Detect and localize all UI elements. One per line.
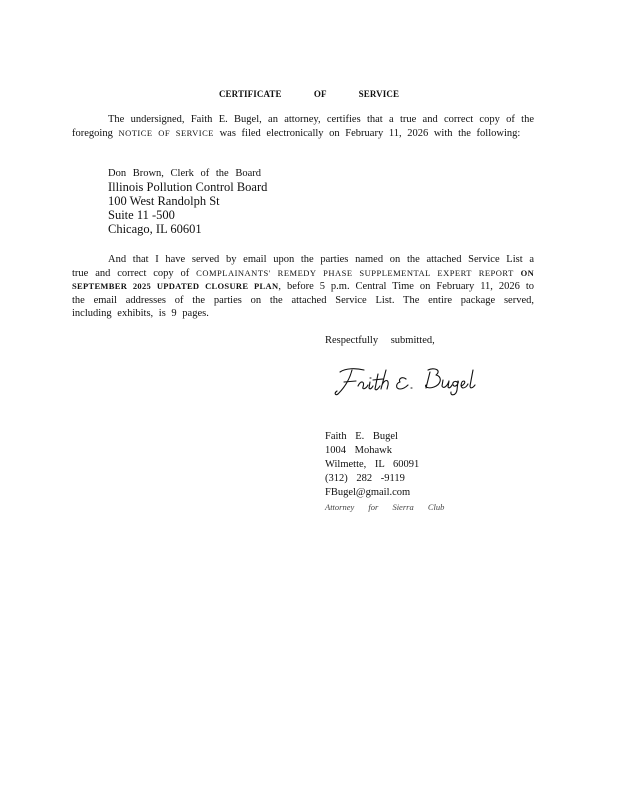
sender-email: FBugel@gmail.com [325, 487, 411, 498]
certificate-title: CERTIFICATE OF SERVICE [218, 89, 400, 99]
email-service-paragraph [72, 253, 534, 321]
sender-phone: (312) 282 -9119 [325, 473, 405, 484]
paragraph-tail-text: was filed electronically on February 11, 2026 with the following: [219, 127, 521, 139]
paragraph2-tail-text: , before 5 p.m. Central Time on February 11, 2026 to the email addresses of the parties on the attached Service List. The entire package served, including exhibits, is 9 pages. [72, 281, 534, 319]
report-document-title: COMPLAINANTS' REMEDY PHASE SUPPLEMENTAL EXPERT REPORT [196, 267, 514, 278]
sender-block [325, 430, 444, 514]
report-document-subtitle: ON SEPTEMBER 2025 UPDATED CLOSURE PLAN [72, 267, 535, 291]
addressee-street: 100 West Randolph St [108, 194, 220, 208]
sender-city: Wilmette, IL 60091 [325, 459, 420, 470]
addressee-suite: Suite 11 -500 [108, 208, 175, 222]
addressee-block [108, 167, 267, 236]
sender-name: Faith E. Bugel [325, 431, 398, 442]
notice-document-title: NOTICE OF SERVICE [118, 127, 214, 138]
paragraph-lead-text: The undersigned, Faith E. Bugel, an attorney, certifies that a true and correct copy of the foregoing [72, 114, 534, 139]
handwritten-signature [330, 360, 480, 405]
paragraph2-lead-text: And that I have served by email upon the parties named on the attached Service List a true and correct copy of [72, 254, 534, 279]
service-paragraph [72, 113, 534, 140]
sender-street: 1004 Mohawk [325, 445, 392, 456]
addressee-name: Don Brown, Clerk of the Board [108, 168, 261, 179]
closing-text: Respectfully submitted, [325, 335, 435, 346]
addressee-city: Chicago, IL 60601 [108, 222, 202, 236]
addressee-org: Illinois Pollution Control Board [108, 180, 268, 194]
sender-role: Attorney for Sierra Club [325, 502, 445, 512]
